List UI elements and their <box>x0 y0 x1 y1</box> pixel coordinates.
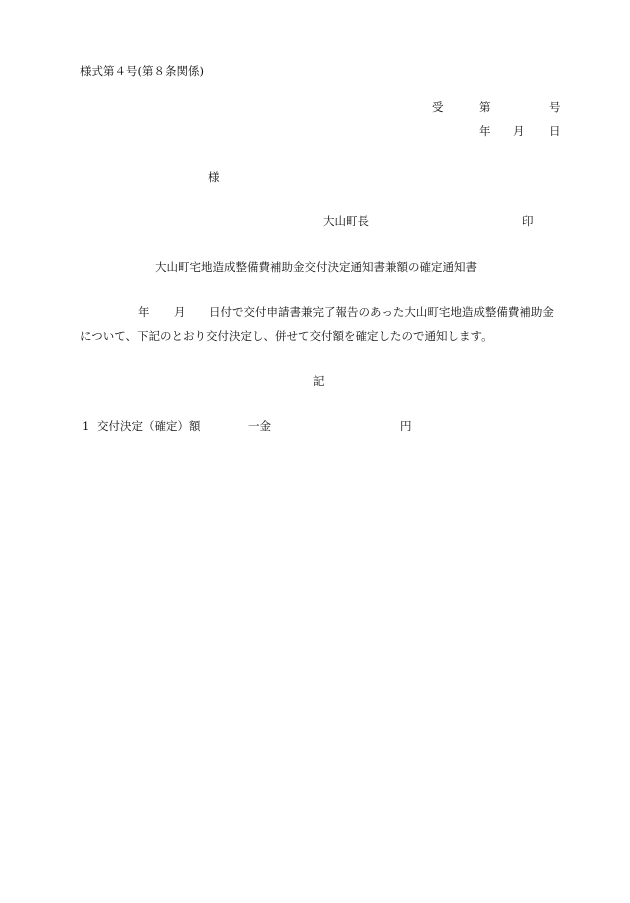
date-month-label: 月 <box>513 124 525 138</box>
item-label: 交付決定（確定）額 <box>97 419 201 433</box>
amount-unit: 円 <box>400 419 412 433</box>
body-line1-text: 日付で交付申請書兼完了報告のあった大山町宅地造成整備費補助金 <box>209 305 554 319</box>
issuer-name: 大山町長 <box>323 214 369 228</box>
amount-prefix: 一金 <box>248 419 271 433</box>
body-month-label: 月 <box>174 305 186 319</box>
body-line2-text: について、下記のとおり交付決定し、併せて交付額を確定したので通知します。 <box>80 329 493 343</box>
item-number: 1 <box>82 419 90 433</box>
date-year-label: 年 <box>479 124 491 138</box>
receipt-label: 受 <box>432 100 444 114</box>
form-number: 様式第４号(第８条関係) <box>80 64 204 78</box>
addressee-honorific: 様 <box>208 170 220 184</box>
body-year-label: 年 <box>138 305 150 319</box>
receipt-dai-label: 第 <box>479 100 491 114</box>
ki-heading: 記 <box>313 374 325 388</box>
receipt-go-label: 号 <box>549 100 561 114</box>
document-title: 大山町宅地造成整備費補助金交付決定通知書兼額の確定通知書 <box>155 260 477 274</box>
seal-mark: 印 <box>522 214 534 228</box>
date-day-label: 日 <box>549 124 561 138</box>
